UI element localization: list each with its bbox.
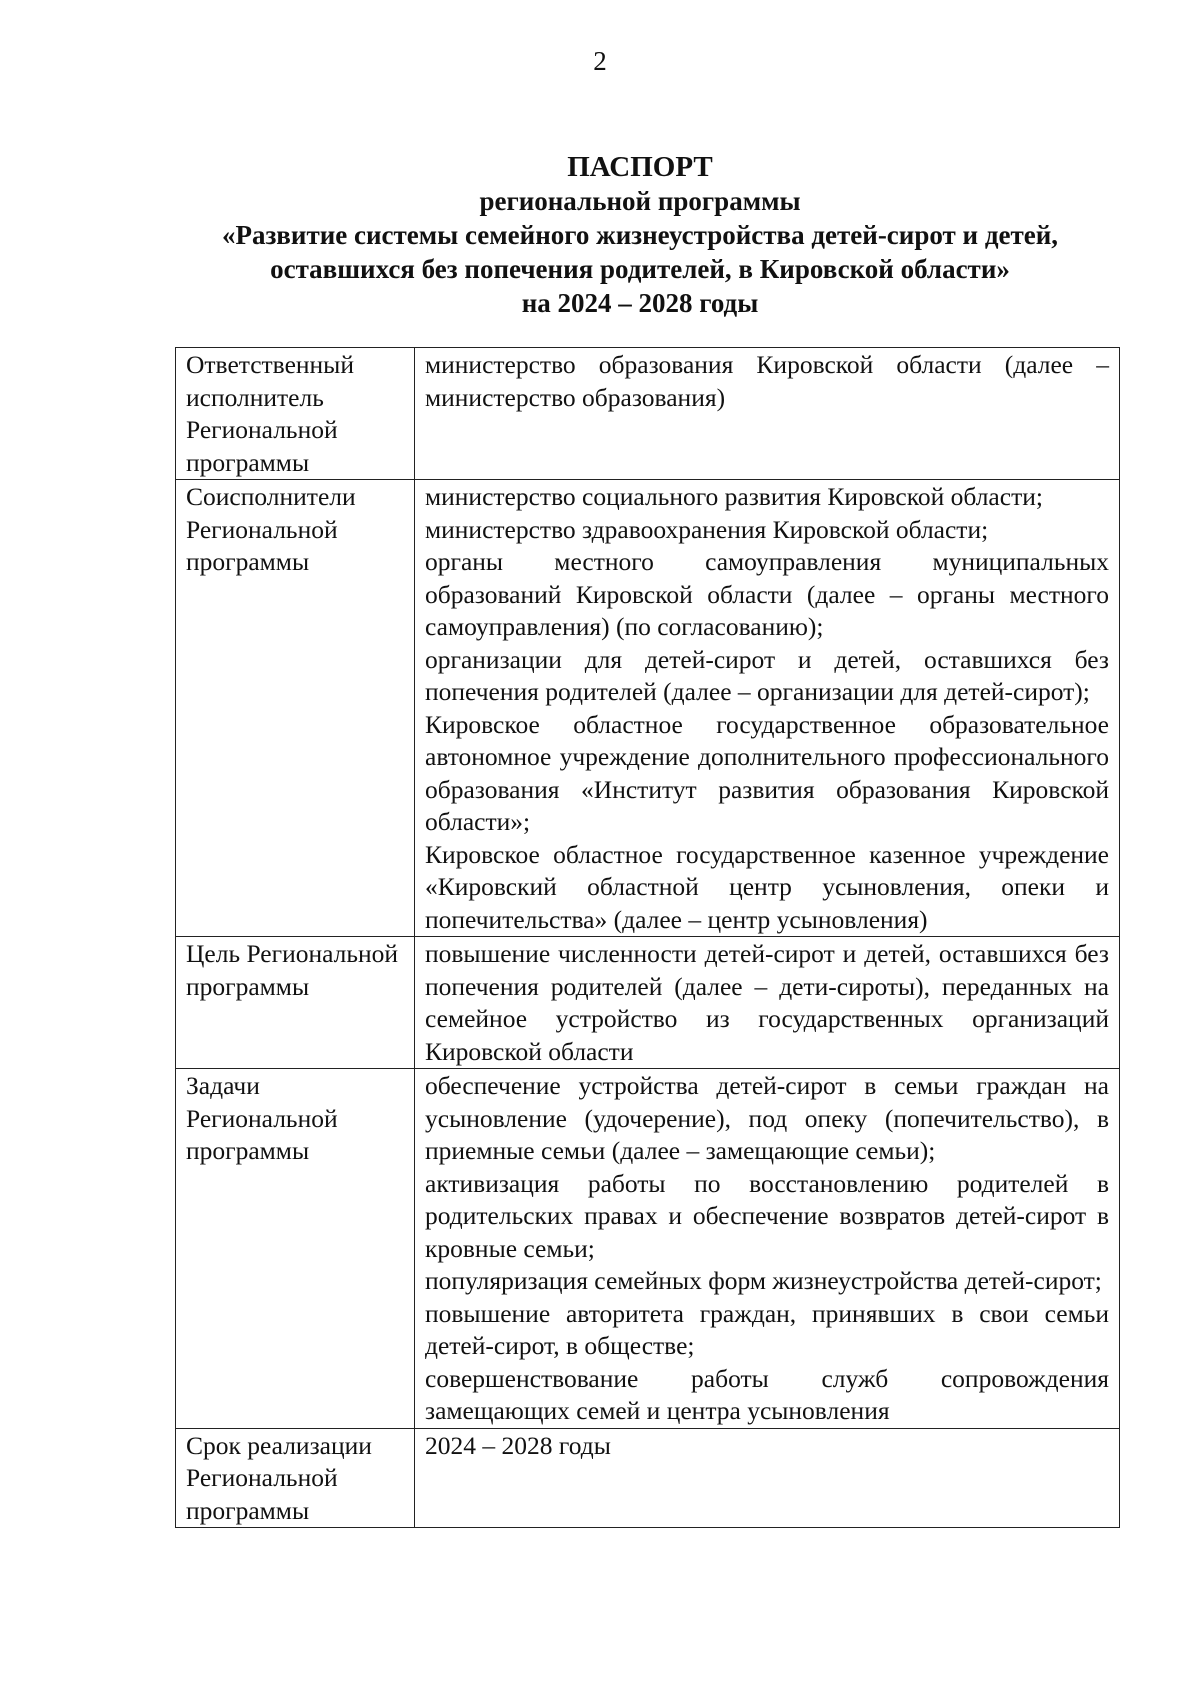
list-item: организации для детей-сирот и детей, оставшихся без попечения родителей (далее – организации для детей-сирот); [425, 644, 1109, 706]
table-row [176, 937, 1120, 1069]
list-item: повышение авторитета граждан, принявших в свои семьи детей-сирот, в обществе; [425, 1298, 1109, 1360]
list-item: повышение численности детей-сирот и детей, оставшихся без попечения родителей (далее – дети-сироты), переданных на семейное устройство из государственных организаций Кировской области [425, 939, 1109, 1066]
table-row [176, 480, 1120, 937]
list-item: органы местного самоуправления муниципальных образований Кировской области (далее – органы местного самоуправления) (по согласованию); [425, 547, 1109, 641]
list-item: Кировское областное государственное казенное учреждение «Кировский областной центр усыновления, опеки и попечительства» (далее – центр усыновления) [425, 839, 1109, 934]
row-value-coexecutors [415, 480, 1120, 937]
list-item: совершенствование работы служб сопровождения замещающих семей и центра усыновления [425, 1363, 1109, 1425]
list-item: обеспечение устройства детей-сирот в семьи граждан на усыновление (удочерение), под опеку (попечительство), в приемные семьи (далее – замещающие семьи); [425, 1071, 1109, 1165]
title-years: на 2024 – 2028 годы [521, 288, 759, 318]
list-item: Кировское областное государственное образовательное автономное учреждение дополнительного профессионального образования «Институт развития образования Кировской области»; [425, 709, 1109, 836]
title-program-name-2: оставшихся без попечения родителей, в Кировской области» [270, 254, 1010, 284]
title-subtitle: региональной программы [479, 186, 801, 216]
list-item: популяризация семейных форм жизнеустройства детей-сирот; [425, 1266, 1102, 1295]
row-value-term [415, 1428, 1120, 1528]
list-item: министерство здравоохранения Кировской области; [425, 514, 989, 544]
row-label-goal: Цель Региональной программы [176, 937, 415, 1069]
list-item: министерство образования Кировской области (далее – министерство образования) [425, 350, 1109, 412]
passport-table [175, 347, 1120, 1528]
table-row [176, 1428, 1120, 1528]
document-title [160, 150, 1120, 320]
table-row [176, 348, 1120, 480]
row-value-tasks [415, 1069, 1120, 1429]
list-item: активизация работы по восстановлению родителей в родительских правах и обеспечение возвратов детей-сирот в кровные семьи; [425, 1168, 1109, 1263]
row-value-goal [415, 937, 1120, 1069]
row-label-tasks: Задачи Региональной программы [176, 1069, 415, 1429]
table-row [176, 1069, 1120, 1429]
list-item: министерство социального развития Кировской области; [425, 482, 1043, 511]
row-label-responsible: Ответственный исполнитель Региональной программы [176, 348, 415, 480]
title-program-name-1: «Развитие системы семейного жизнеустройства детей-сирот и детей, [221, 220, 1059, 250]
row-label-coexecutors: Соисполнители Региональной программы [176, 480, 415, 937]
page-number: 2 [593, 46, 607, 76]
title-passport: ПАСПОРТ [567, 151, 713, 183]
list-item: 2024 – 2028 годы [425, 1430, 611, 1460]
row-label-term: Срок реализации Региональной программы [176, 1428, 415, 1528]
row-value-responsible [415, 348, 1120, 480]
